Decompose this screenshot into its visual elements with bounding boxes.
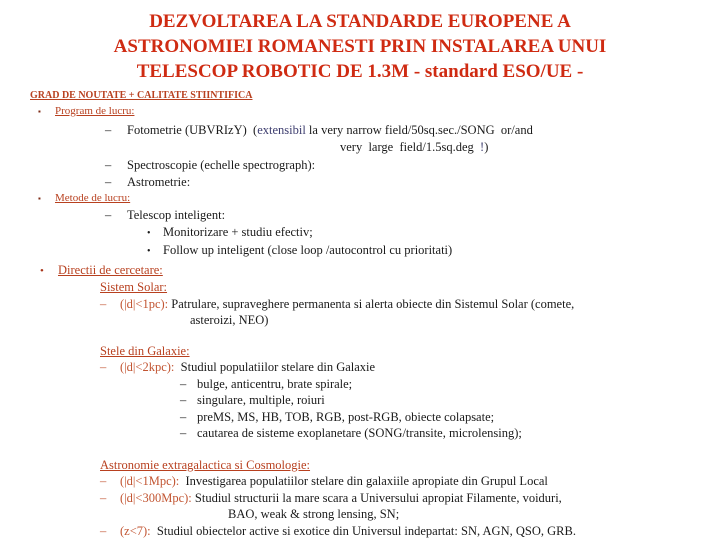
list-item-fotometrie-cont [340, 139, 720, 156]
monitorizare-text: Monitorizare + studiu efectiv; [163, 224, 313, 239]
metode-label: Metode de lucru: [55, 192, 131, 204]
cosmo-item-text: Investigarea populatiilor stelare din galaxiile apropiate din Grupul Local [179, 474, 548, 488]
followup-text: Follow up inteligent (close loop /autocontrol cu prioritati) [163, 243, 453, 257]
cosmo-item [120, 473, 548, 490]
spectroscopie-text: Spectroscopie (echelle spectrograph): [127, 158, 316, 172]
distance-range: (|d|<2kpc): [120, 360, 175, 374]
directii-label: Directii de cercetare: [58, 262, 163, 277]
telescop-text: Telescop inteligent: [127, 208, 226, 222]
cosmo-item [120, 523, 576, 540]
astrometrie-text: Astrometrie: [127, 174, 191, 189]
list-item-exoplanete [180, 425, 720, 442]
cosmo-item [120, 490, 562, 507]
dash-icon: – [180, 376, 187, 391]
bullet-item-metode [38, 191, 720, 206]
subsection-sistem-solar [100, 279, 720, 296]
fotometrie-extensibil: extensibil [257, 123, 306, 137]
cosmologie-label: Astronomie extragalactica si Cosmologie: [100, 457, 311, 472]
dash-icon: – [180, 393, 187, 407]
list-item-prems [180, 409, 720, 426]
stele-item [120, 359, 375, 376]
bullet-square-icon: ▪ [38, 107, 41, 116]
dash-icon: – [100, 296, 107, 311]
bullet-square-icon: ▪ [38, 194, 41, 203]
sistem-solar-item [120, 296, 574, 313]
subsection-cosmologie [100, 457, 720, 474]
list-item-bulge [180, 376, 720, 393]
cosmo-item-cont: BAO, weak & strong lensing, SN; [228, 507, 400, 521]
slide-title-line3: TELESCOP ROBOTIC DE 1.3M - standard ESO/UE - [136, 61, 584, 82]
list-item-telescop [105, 207, 720, 224]
list-item-cosmo-3 [100, 523, 720, 540]
list-item-sistem-solar-1 [100, 296, 720, 313]
stele-sub-text: singulare, multiple, roiuri [197, 393, 325, 407]
sistem-solar-label: Sistem Solar: [100, 280, 168, 294]
list-item-fotometrie [105, 122, 720, 139]
sistem-solar-item-cont: asteroizi, NEO) [190, 313, 269, 327]
dash-icon: – [180, 409, 187, 424]
list-item-followup [147, 242, 720, 261]
dash-icon: – [100, 523, 107, 538]
dash-icon: – [100, 474, 107, 488]
slide-title [0, 0, 720, 84]
stele-galaxie-label: Stele din Galaxie: [100, 343, 190, 358]
list-item-sistem-solar-1-cont [190, 312, 720, 329]
bullet-item-directii [40, 262, 720, 280]
fotometrie-cont-close: ) [484, 139, 489, 154]
list-item-singulare [180, 392, 720, 409]
stele-sub-text: cautarea de sisteme exoplanetare (SONG/transite, microlensing); [197, 426, 522, 440]
dash-icon: – [105, 208, 112, 222]
list-item-astrometrie [105, 174, 720, 191]
bullet-item-program [38, 104, 720, 119]
stele-sub-text: preMS, MS, HB, TOB, RGB, post-RGB, obiecte colapsate; [197, 409, 495, 424]
cosmo-item-text: Studiul obiectelor active si exotice din Universul indepartat: SN, AGN, QSO, GRB. [150, 523, 576, 538]
fotometrie-text [127, 122, 533, 139]
distance-range: (|d|<1Mpc): [120, 474, 180, 488]
fotometrie-pre: Fotometrie (UBVRIzY) ( [127, 123, 258, 137]
slide-title-line2: ASTRONOMIEI ROMANESTI PRIN INSTALAREA UNUI [113, 36, 607, 57]
program-label: Program de lucru: [55, 105, 135, 117]
dash-icon: – [105, 123, 112, 137]
dash-icon: – [100, 490, 107, 505]
bullet-round-icon: • [147, 246, 151, 257]
section-heading-grad-noutate: GRAD DE NOUTATE + CALITATE STIINTIFICA [30, 90, 253, 101]
fotometrie-post: la very narrow field/50sq.sec./SONG or/and [305, 123, 533, 137]
stele-sub-text: bulge, anticentru, brate spirale; [197, 376, 353, 391]
list-item-spectroscopie [105, 157, 720, 174]
dash-icon: – [180, 426, 187, 440]
slide-title-line1: DEZVOLTAREA LA STANDARDE EUROPENE A [149, 11, 571, 32]
stele-item-text: Studiul populatiilor stelare din Galaxie [174, 360, 376, 374]
dash-icon: – [100, 360, 107, 374]
distance-range: (|d|<300Mpc): [120, 490, 192, 505]
dash-icon: – [105, 158, 112, 172]
cosmo-item-text: Studiul structurii la mare scara a Universului apropiat Filamente, voiduri, [191, 490, 562, 505]
redshift-range: (z<7): [120, 523, 151, 538]
bullet-round-icon: • [40, 264, 44, 277]
list-item-cosmo-2 [100, 490, 720, 507]
bullet-round-icon: • [147, 227, 151, 239]
sistem-solar-item-text: Patrulare, supraveghere permanenta si alerta obiecte din Sistemul Solar (comete, [168, 296, 575, 311]
subsection-stele-galaxie [100, 343, 720, 360]
list-item-cosmo-2-cont [228, 506, 720, 523]
distance-range: (|d|<1pc): [120, 296, 169, 311]
list-item-monitorizare [147, 224, 720, 243]
dash-icon: – [105, 174, 112, 189]
list-item-stele-1 [100, 359, 720, 376]
fotometrie-cont-text: very large field/1.5sq.deg [340, 139, 481, 154]
fotometrie-cont-exclamation: ! [480, 139, 485, 154]
list-item-cosmo-1 [100, 473, 720, 490]
